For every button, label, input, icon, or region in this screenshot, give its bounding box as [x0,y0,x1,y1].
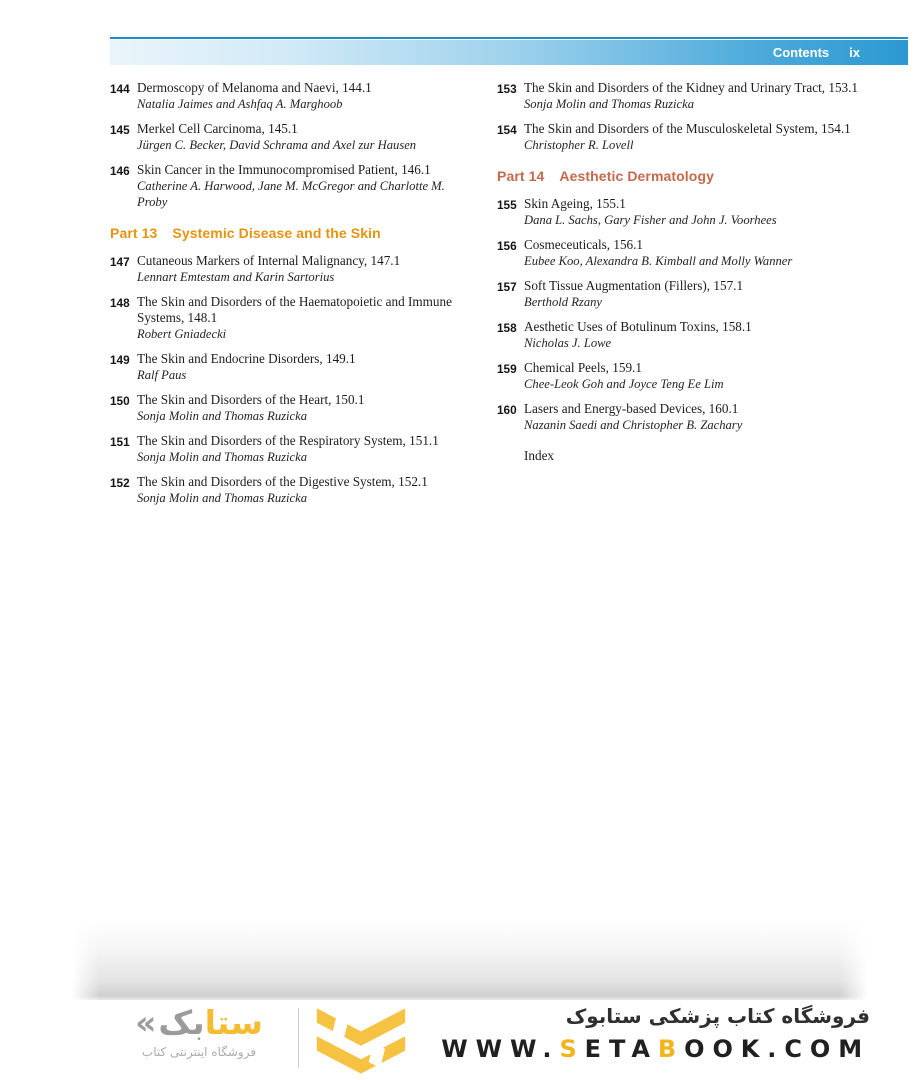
chapter-title: The Skin and Disorders of the Musculoskeletal System, 154.1 [524,121,851,136]
chapter-number: 158 [497,321,517,335]
chapter-text [137,80,470,112]
url-highlight-s: S [559,1035,585,1063]
chapter-authors: Eubee Koo, Alexandra B. Kimball and Molly Wanner [524,254,793,268]
url-segment: WWW. [441,1035,560,1063]
chapter-authors: Sonja Molin and Thomas Ruzicka [524,97,695,111]
chapter-title: The Skin and Disorders of the Respiratory System, 151.1 [137,433,439,448]
chapter-text [137,351,470,383]
chapter-number: 155 [497,198,517,212]
chapter-number: 148 [110,296,130,310]
part-heading [497,168,870,184]
chapter-authors: Sonja Molin and Thomas Ruzicka [137,409,308,423]
chapter-number: 145 [110,123,130,137]
chapter-title: Cosmeceuticals, 156.1 [524,237,644,252]
wordmark-yellow-part: ستا [204,1003,263,1042]
chapter-authors: Ralf Paus [137,368,187,382]
part-label: Part 14 [497,168,545,184]
toc-entry [497,196,870,228]
chapter-text [137,294,470,342]
footer-divider [298,1008,299,1068]
toc-entry [110,433,470,465]
chapter-title: Lasers and Energy-based Devices, 160.1 [524,401,739,416]
brand-tagline: فروشگاه اینترنتی کتاب [141,1045,257,1059]
index-entry: Index [524,448,555,463]
chapter-number: 146 [110,164,130,178]
chapter-title: Dermoscopy of Melanoma and Naevi, 144.1 [137,80,372,95]
chapter-authors: Sonja Molin and Thomas Ruzicka [137,450,308,464]
toc-entry [110,351,470,383]
toc-entry [497,80,870,112]
chapter-title: Skin Ageing, 155.1 [524,196,626,211]
toc-entry [110,294,470,342]
setabook-emblem-icon [313,1002,409,1080]
toc-left-column [110,80,470,515]
store-url [441,1035,870,1063]
chapter-authors: Nicholas J. Lowe [524,336,612,350]
header-bar [110,37,908,65]
part-heading [110,225,470,241]
chapter-title: Skin Cancer in the Immunocompromised Patient, 146.1 [137,162,431,177]
table-of-contents [110,80,870,515]
chevron-left-icon: « [135,1003,157,1042]
toc-entry [110,80,470,112]
header-fill [110,40,908,65]
chapter-text [524,237,870,269]
toc-entry [497,121,870,153]
toc-entry [497,237,870,269]
chapter-text [137,162,470,210]
chapter-authors: Lennart Emtestam and Karin Sartorius [137,270,335,284]
chapter-title: The Skin and Disorders of the Kidney and Urinary Tract, 153.1 [524,80,859,95]
url-highlight-b: B [657,1035,685,1063]
store-title: فروشگاه کتاب پزشکی ستابوک [565,1004,870,1028]
chapter-number: 153 [497,82,517,96]
chapter-number: 159 [497,362,517,376]
toc-entry [110,253,470,285]
chapter-number: 144 [110,82,130,96]
chapter-number: 154 [497,123,517,137]
setabook-wordmark-text [110,1002,288,1044]
chapter-text [524,80,870,112]
page-bottom-shadow [72,922,868,1000]
chapter-title: The Skin and Disorders of the Digestive System, 152.1 [137,474,428,489]
chapter-title: Aesthetic Uses of Botulinum Toxins, 158.1 [524,319,752,334]
header-rule [110,37,908,39]
chapter-text [137,253,470,285]
chapter-text [524,196,870,228]
toc-entry [497,401,870,433]
chapter-text [524,121,870,153]
part-title: Systemic Disease and the Skin [172,225,381,241]
wordmark-gray-part: بک [158,1003,205,1042]
chapter-number: 149 [110,353,130,367]
chapter-authors: Sonja Molin and Thomas Ruzicka [137,491,308,505]
chapter-number: 150 [110,394,130,408]
chapter-title: Merkel Cell Carcinoma, 145.1 [137,121,298,136]
toc-entry [497,278,870,310]
toc-entry [110,392,470,424]
chapter-text [137,433,470,465]
chapter-number: 156 [497,239,517,253]
chapter-authors: Dana L. Sachs, Gary Fisher and John J. Voorhees [524,213,777,227]
chapter-title: Soft Tissue Augmentation (Fillers), 157.1 [524,278,744,293]
chapter-authors: Catherine A. Harwood, Jane M. McGregor and Charlotte M. Proby [137,179,445,209]
chapter-text [524,319,870,351]
chapter-number: 160 [497,403,517,417]
part-label: Part 13 [110,225,158,241]
chapter-text [524,401,870,433]
chapter-title: The Skin and Endocrine Disorders, 149.1 [137,351,356,366]
chapter-authors: Robert Gniadecki [137,327,227,341]
store-info [441,1002,870,1063]
page-title: Contents [772,45,830,60]
chapter-number: 157 [497,280,517,294]
url-segment: ETA [584,1035,658,1063]
chapter-authors: Natalia Jaimes and Ashfaq A. Marghoob [137,97,343,111]
chapter-title: Chemical Peels, 159.1 [524,360,642,375]
chapter-text [524,360,870,392]
footer [110,1002,870,1080]
toc-entry [497,319,870,351]
chapter-authors: Jürgen C. Becker, David Schrama and Axel zur Hausen [137,138,417,152]
chapter-authors: Berthold Rzany [524,295,602,309]
chapter-title: The Skin and Disorders of the Haematopoietic and Immune Systems, 148.1 [137,294,452,325]
chapter-number: 151 [110,435,130,449]
url-segment: OOK.COM [684,1035,870,1063]
chapter-number: 152 [110,476,130,490]
toc-entry [110,162,470,210]
setabook-wordmark [110,1002,288,1059]
chapter-authors: Chee-Leok Goh and Joyce Teng Ee Lim [524,377,724,391]
toc-right-column [497,80,870,515]
page-number: ix [849,45,860,60]
chapter-authors: Christopher R. Lovell [524,138,634,152]
chapter-text [137,121,470,153]
chapter-text [137,474,470,506]
chapter-number: 147 [110,255,130,269]
chapter-title: Cutaneous Markers of Internal Malignancy, 147.1 [137,253,401,268]
chapter-text [524,278,870,310]
toc-entry [110,121,470,153]
part-title: Aesthetic Dermatology [559,168,714,184]
chapter-authors: Nazanin Saedi and Christopher B. Zachary [524,418,743,432]
chapter-text [137,392,470,424]
toc-entry [497,360,870,392]
chapter-title: The Skin and Disorders of the Heart, 150.1 [137,392,365,407]
toc-entry [110,474,470,506]
